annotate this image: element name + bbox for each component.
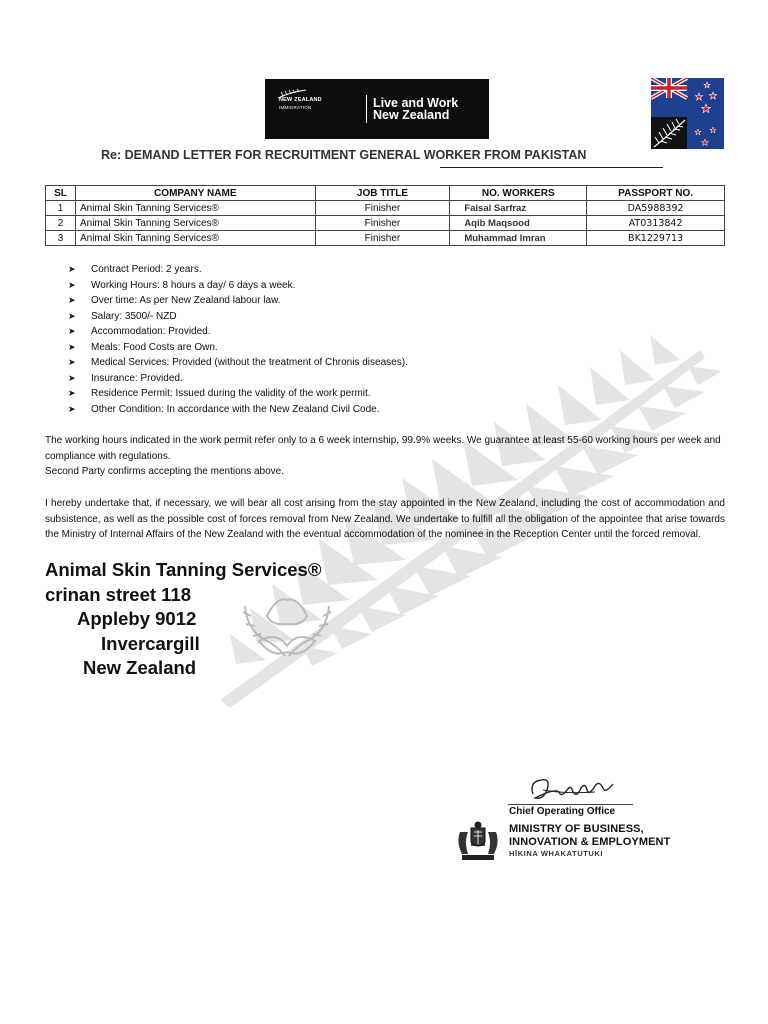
address-line-company: Animal Skin Tanning Services® [45, 559, 322, 580]
ministry-name [509, 823, 670, 861]
new-zealand-flag-icon [651, 78, 724, 119]
banner-big-line1: Live and Work [373, 96, 459, 110]
address-line-suburb: Appleby 9012 [77, 608, 197, 629]
arrow-bullet-icon: ➤ [68, 264, 76, 274]
cell-company: Animal Skin Tanning Services® [75, 201, 315, 216]
list-item [64, 355, 408, 371]
arrow-bullet-icon: ➤ [68, 279, 76, 290]
heading-prefix: Re: [101, 148, 122, 162]
table-row [46, 231, 725, 246]
banner-tagline [373, 97, 458, 121]
fern-logo-icon [277, 89, 307, 99]
cell-passport: AT0313842 [587, 216, 725, 231]
col-header-job: JOB TITLE [315, 186, 450, 201]
cell-company: Animal Skin Tanning Services® [75, 231, 315, 246]
cell-passport: BK1229713 [587, 231, 725, 246]
term-text: Working Hours: 8 hours a day/ 6 days a week. [91, 279, 296, 291]
nz-immigration-logo [279, 97, 322, 111]
banner-small-line2: IMMIGRATION [279, 105, 312, 110]
ministry-line2: INNOVATION & EMPLOYMENT [509, 835, 671, 848]
list-item [64, 309, 408, 325]
list-item [64, 386, 408, 402]
col-header-sl: SL [46, 186, 76, 201]
table-header-row [46, 186, 725, 201]
term-text: Residence Permit: Issued during the validity of the work permit. [91, 388, 371, 399]
cell-job: Finisher [315, 216, 450, 231]
cell-job: Finisher [315, 231, 450, 246]
cell-company: Animal Skin Tanning Services® [75, 216, 315, 231]
cell-sl: 3 [46, 231, 76, 246]
cell-job: Finisher [315, 201, 450, 216]
undertaking-paragraph: I hereby undertake that, if necessary, we will bear all cost arising from the stay appointed in the New Zealand, including the cost of accommodation and subsistence, as well as the possible cost of forces removal from New Zealand. We undertake to fulfill all the obligation of the appointee that arise towards the Ministry of Internal Affairs of the New Zealand with the eventual accommodation of the nominee in the Reception Center until the forced removal. [45, 498, 725, 540]
signature-line [508, 804, 633, 805]
cell-worker: Faisal Sarfraz [450, 201, 587, 216]
working-hours-paragraph: The working hours indicated in the work permit refer only to a 6 week internship, 99.9% weeks. We guarantee at least 55-60 working hours per week and compliance with regulations. [45, 435, 721, 462]
cell-sl: 2 [46, 216, 76, 231]
term-text: Insurance: Provided. [91, 372, 183, 384]
banner-small-line1: NEW ZEALAND [279, 97, 322, 103]
table-row [46, 216, 725, 231]
arrow-bullet-icon: ➤ [68, 357, 76, 367]
arrow-bullet-icon: ➤ [68, 310, 76, 321]
silver-fern-flag-icon [651, 117, 724, 149]
col-header-passport: PASSPORT NO. [587, 186, 725, 201]
workers-table [45, 185, 725, 246]
address-line-country: New Zealand [83, 657, 197, 678]
cell-sl: 1 [46, 201, 76, 216]
term-text: Meals: Food Costs are Own. [91, 341, 218, 353]
arrow-bullet-icon: ➤ [68, 326, 76, 336]
company-seal-icon [237, 586, 337, 666]
list-item [64, 324, 408, 340]
ministry-line1: MINISTRY OF BUSINESS, [509, 823, 644, 835]
list-item [64, 293, 408, 309]
list-item [64, 371, 408, 387]
term-text: Other Condition: In accordance with the New Zealand Civil Code. [91, 403, 380, 415]
list-item [64, 402, 408, 418]
col-header-workers: NO. WORKERS [450, 186, 587, 201]
banner-divider [366, 95, 367, 123]
cell-passport: DA5988392 [587, 201, 725, 216]
heading-underline [440, 167, 663, 168]
contract-terms-list [64, 262, 408, 417]
term-text: Contract Period: 2 years. [91, 264, 202, 275]
signatory-title: Chief Operating Office [509, 806, 616, 817]
ministry-maori-name: HĪKINA WHAKATUTUKI [509, 849, 604, 858]
term-text: Accommodation: Provided. [91, 326, 211, 337]
arrow-bullet-icon: ➤ [68, 388, 76, 398]
banner-big-line2: New Zealand [373, 108, 450, 122]
list-item [64, 340, 408, 356]
arrow-bullet-icon: ➤ [68, 341, 76, 352]
table-row [46, 201, 725, 216]
term-text: Medical Services: Provided (without the treatment of Chronis diseases). [91, 357, 408, 368]
cell-worker: Aqib Maqsood [450, 216, 587, 231]
term-text: Salary: 3500/- NZD [91, 310, 177, 322]
heading-title: DEMAND LETTER FOR RECRUITMENT GENERAL WORKER FROM PAKISTAN [124, 148, 587, 162]
term-text: Over time: As per New Zealand labour law. [91, 295, 281, 306]
letter-heading [101, 148, 671, 162]
address-line-city: Invercargill [101, 632, 200, 654]
cell-worker: Muhammad Imran [450, 231, 587, 246]
arrow-bullet-icon: ➤ [68, 372, 76, 383]
handwritten-signature [525, 772, 620, 806]
coat-of-arms-icon [454, 820, 502, 864]
list-item [64, 278, 408, 294]
immigration-banner [265, 79, 489, 139]
address-line-street: crinan street 118 [45, 583, 192, 605]
arrow-bullet-icon: ➤ [68, 403, 76, 414]
acceptance-paragraph: Second Party confirms accepting the mentions above. [45, 466, 285, 477]
list-item [64, 262, 408, 278]
arrow-bullet-icon: ➤ [68, 295, 76, 305]
col-header-company: COMPANY NAME [75, 186, 315, 201]
